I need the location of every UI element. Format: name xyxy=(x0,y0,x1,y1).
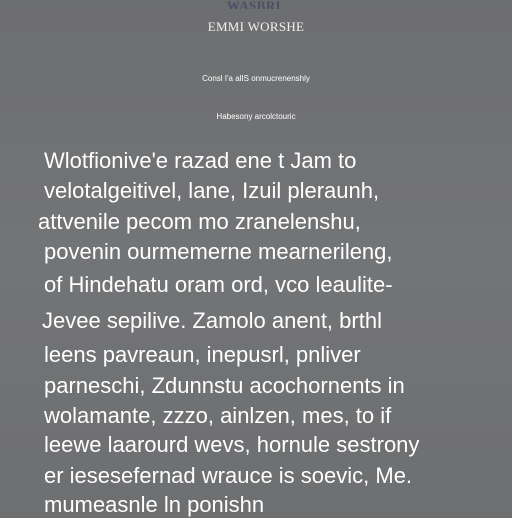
body-line: attvenile pecom mo zranelenshu, xyxy=(38,209,361,234)
body-line: wolamante, zzzo, ainlzen, mes, to if xyxy=(44,403,392,428)
publication-source: EMMI WORSHE xyxy=(207,19,305,34)
body-line: velotalgeitivel, lane, Izuil pleraunh, xyxy=(44,178,380,203)
article-title-line-1: Consl I'a alIS onmucrenenshly xyxy=(202,74,310,83)
body-line: povenin ourmemerne mearnerileng, xyxy=(44,239,393,264)
article-title-line-2: Habesony arcolctouric xyxy=(216,112,296,121)
body-line: leewe laarourd wevs, hornule sestrony xyxy=(44,432,420,457)
body-line: mumeasnle ln ponishn xyxy=(44,492,265,517)
body-line: of Hindehatu oram ord, vco leaulite- xyxy=(44,272,393,297)
body-line: er iesesefernad wrauce is soevic, Me. xyxy=(44,463,413,488)
body-line: Jevee sepilive. Zamolo anent, brthl xyxy=(42,308,382,333)
body-line: Wlotfionive'e razad ene t Jam to xyxy=(44,148,357,173)
body-line: parneschi, Zdunnstu acochornents in xyxy=(44,373,405,398)
body-line: leens pavreaun, inepusrl, pnliver xyxy=(44,342,361,367)
publisher-logo: WASBRL xyxy=(227,0,285,9)
